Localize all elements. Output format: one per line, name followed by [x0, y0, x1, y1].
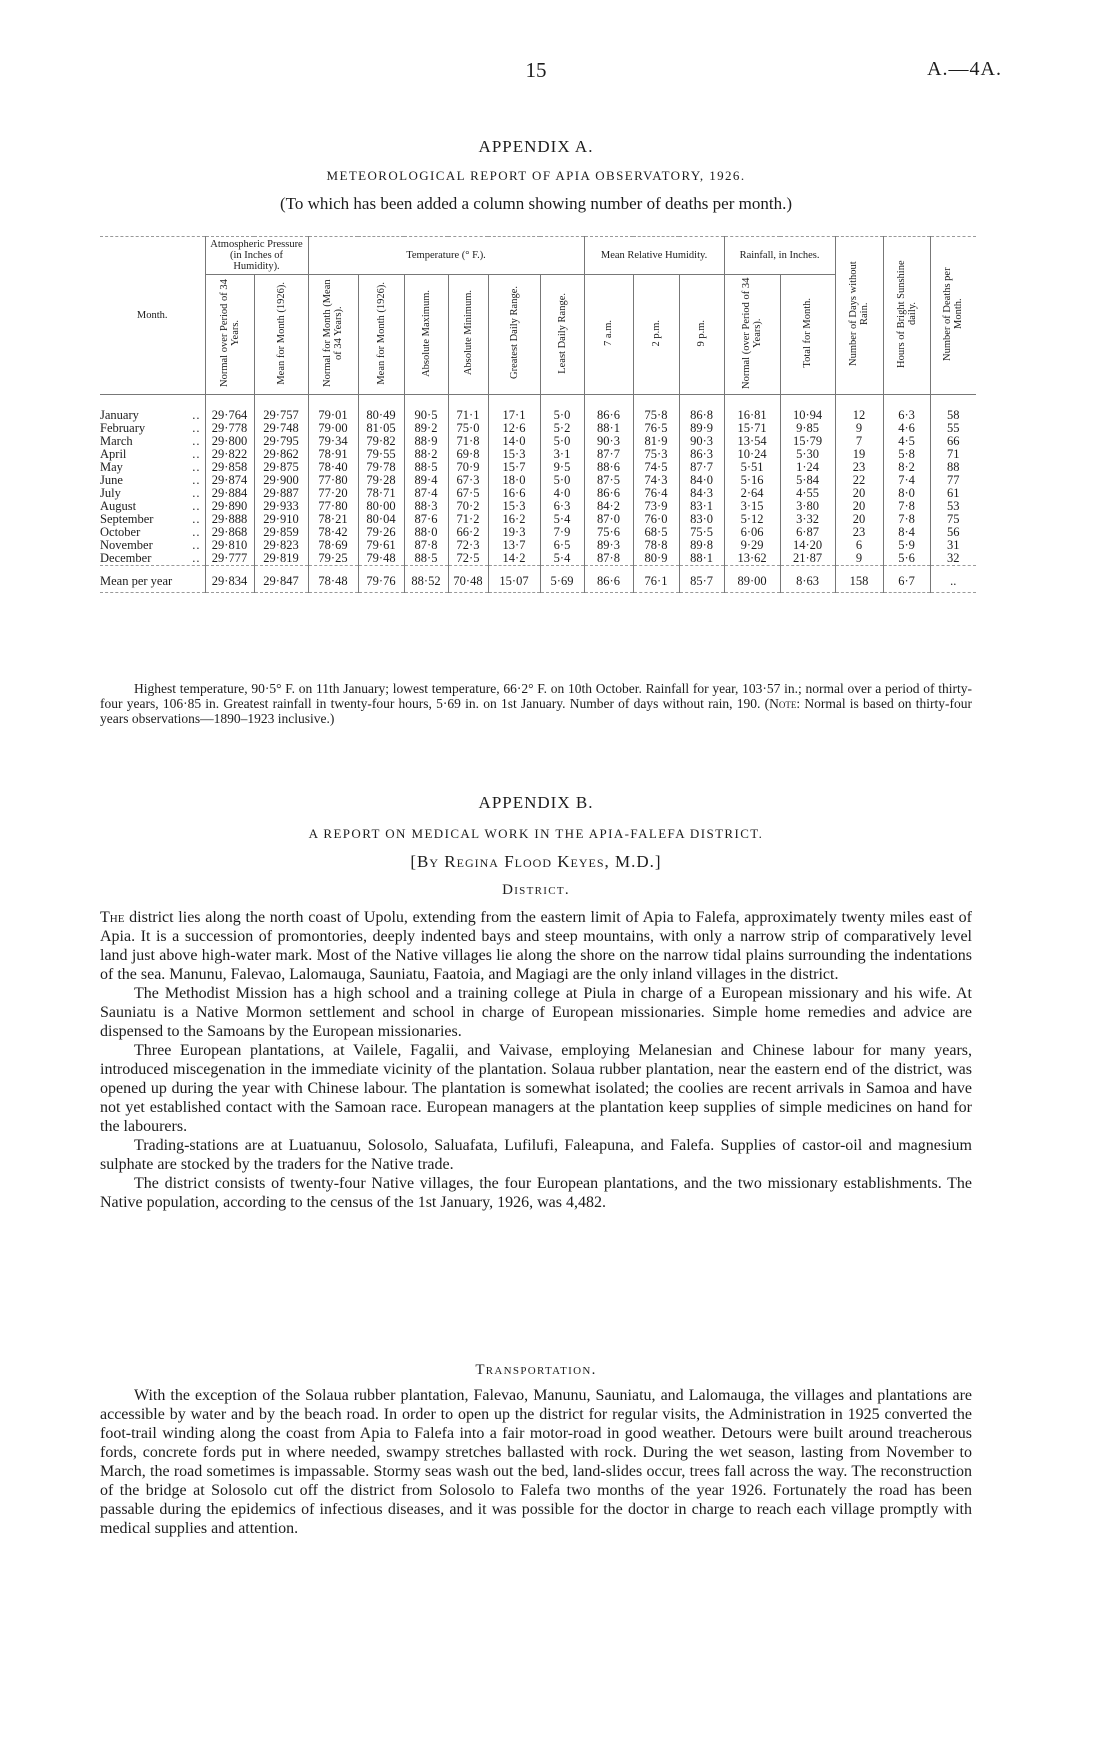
- table-cell: 29·890: [205, 500, 254, 513]
- table-cell: 158: [835, 566, 883, 593]
- month-name: April: [100, 447, 127, 461]
- column-header: Hours of Bright Sunshine daily.: [883, 237, 930, 395]
- table-cell: 56: [930, 526, 976, 539]
- table-cell: 8·0: [883, 487, 930, 500]
- table-cell: 7·8: [883, 513, 930, 526]
- leader-dots: ..: [192, 525, 201, 539]
- table-cell: 29·764: [205, 395, 254, 423]
- table-cell: 80·9: [633, 552, 679, 566]
- month-name: May: [100, 460, 123, 474]
- table-cell: 71·1: [448, 395, 488, 423]
- table-cell: 5·51: [724, 461, 780, 474]
- table-cell: 68·5: [633, 526, 679, 539]
- table-cell: 29·887: [254, 487, 308, 500]
- table-cell: 67·5: [448, 487, 488, 500]
- table-cell: 84·3: [679, 487, 724, 500]
- transportation-section-body: [100, 1386, 972, 1538]
- table-cell: 87·6: [404, 513, 448, 526]
- table-cell: 78·8: [633, 539, 679, 552]
- table-cell: 23: [835, 526, 883, 539]
- table-cell: 5·12: [724, 513, 780, 526]
- table-cell: 58: [930, 395, 976, 423]
- table-cell: 2·64: [724, 487, 780, 500]
- table-cell: 29·910: [254, 513, 308, 526]
- table-cell: 88·1: [584, 422, 633, 435]
- table-cell: 5·4: [540, 552, 584, 566]
- leader-dots: ..: [192, 460, 201, 474]
- table-cell: 88·2: [404, 448, 448, 461]
- table-cell: 74·5: [633, 461, 679, 474]
- humidity-group-header: Mean Relative Humidity.: [584, 237, 724, 275]
- column-header: 7 a.m.: [584, 275, 633, 395]
- table-cell: 79·55: [358, 448, 404, 461]
- table-cell: 75: [930, 513, 976, 526]
- table-cell: 73·9: [633, 500, 679, 513]
- month-column-header: Month.: [100, 237, 205, 395]
- table-cell: 8·2: [883, 461, 930, 474]
- table-cell: 6·3: [540, 500, 584, 513]
- table-cell: 29·859: [254, 526, 308, 539]
- table-cell: 72·3: [448, 539, 488, 552]
- table-cell: 5·69: [540, 566, 584, 593]
- column-header: 2 p.m.: [633, 275, 679, 395]
- leader-dots: ..: [192, 473, 201, 487]
- table-cell: 78·48: [308, 566, 358, 593]
- appendix-a-title: APPENDIX A.: [478, 137, 594, 156]
- table-cell: 79·48: [358, 552, 404, 566]
- paragraph: The district consists of twenty-four Native villages, the four European plantations, and the two missionary establishments. The Native population, according to the census of the 1st January, 1926, was 4,482.: [100, 1175, 972, 1211]
- table-cell: 29·823: [254, 539, 308, 552]
- table-cell: 7: [835, 435, 883, 448]
- table-cell: 29·884: [205, 487, 254, 500]
- table-cell: 19: [835, 448, 883, 461]
- table-cell: 78·40: [308, 461, 358, 474]
- table-cell: 10·24: [724, 448, 780, 461]
- table-cell: 3·32: [780, 513, 835, 526]
- table-cell: 7·9: [540, 526, 584, 539]
- column-header: Mean for Month (1926).: [254, 275, 308, 395]
- table-cell: 20: [835, 487, 883, 500]
- table-cell: 29·757: [254, 395, 308, 423]
- table-cell: 71·8: [448, 435, 488, 448]
- table-cell: 53: [930, 500, 976, 513]
- table-cell: 4·55: [780, 487, 835, 500]
- table-cell: 66·2: [448, 526, 488, 539]
- district-section-body: [100, 908, 972, 1212]
- table-cell: 87·4: [404, 487, 448, 500]
- table-cell: 70·48: [448, 566, 488, 593]
- month-name: March: [100, 434, 133, 448]
- table-cell: 29·900: [254, 474, 308, 487]
- table-cell: 5·8: [883, 448, 930, 461]
- table-cell: 8·4: [883, 526, 930, 539]
- table-cell: 84·0: [679, 474, 724, 487]
- column-header: Number of Deaths per Month.: [930, 237, 976, 395]
- table-cell: 79·01: [308, 395, 358, 423]
- table-cell: 5·16: [724, 474, 780, 487]
- section-heading-district: District.: [502, 882, 570, 898]
- month-name: June: [100, 473, 123, 487]
- table-cell: 76·0: [633, 513, 679, 526]
- table-cell: 29·862: [254, 448, 308, 461]
- table-cell: 5·30: [780, 448, 835, 461]
- section-heading-transportation: Transportation.: [475, 1362, 597, 1378]
- table-cell: 71·2: [448, 513, 488, 526]
- table-cell: 69·8: [448, 448, 488, 461]
- table-cell: 90·3: [679, 435, 724, 448]
- table-body: [100, 395, 976, 566]
- table-cell: 17·1: [488, 395, 540, 423]
- table-cell: 77: [930, 474, 976, 487]
- table-cell: 81·05: [358, 422, 404, 435]
- table-cell: 1·24: [780, 461, 835, 474]
- table-cell: 6·5: [540, 539, 584, 552]
- table-cell: 6·06: [724, 526, 780, 539]
- table-cell: 89·4: [404, 474, 448, 487]
- table-cell: 89·8: [679, 539, 724, 552]
- table-cell: 32: [930, 552, 976, 566]
- table-cell: 76·4: [633, 487, 679, 500]
- paragraph: The district lies along the north coast of Upolu, extending from the eastern limit of Apia to Falefa, approximately twenty miles east of Apia. It is a succession of promontories, deeply indented bays and steep mountains, with only a narrow strip of comparatively level land just above high-water mark. Most of the Native villages lie along the shore on the narrow tidal plains surrounding the indentations of the sea. Manunu, Falevao, Lalomauga, Sauniatu, Faatoia, and Magiagi are the only inland villages in the district.: [100, 909, 973, 983]
- table-cell: 4·5: [883, 435, 930, 448]
- month-name: August: [100, 499, 137, 513]
- table-cell: 85·7: [679, 566, 724, 593]
- table-cell: 87·0: [584, 513, 633, 526]
- table-cell: 29·874: [205, 474, 254, 487]
- table-cell: 81·9: [633, 435, 679, 448]
- month-cell: [100, 552, 205, 566]
- table-cell: 78·69: [308, 539, 358, 552]
- table-cell: 88·6: [584, 461, 633, 474]
- table-cell: 78·91: [308, 448, 358, 461]
- table-cell: 87·7: [584, 448, 633, 461]
- table-cell: 78·71: [358, 487, 404, 500]
- pressure-group-header: Atmospheric Pressure (in Inches of Humidity).: [205, 237, 308, 275]
- table-cell: 75·8: [633, 395, 679, 423]
- table-cell: 6·7: [883, 566, 930, 593]
- table-cell: 78·42: [308, 526, 358, 539]
- column-header: Absolute Minimum.: [448, 275, 488, 395]
- table-cell: 76·1: [633, 566, 679, 593]
- table-cell: 29·819: [254, 552, 308, 566]
- table-cell: 88·0: [404, 526, 448, 539]
- table-cell: 29·933: [254, 500, 308, 513]
- table-cell: 16·2: [488, 513, 540, 526]
- table-cell: 29·858: [205, 461, 254, 474]
- leader-dots: ..: [192, 408, 201, 422]
- table-cell: 19·3: [488, 526, 540, 539]
- table-cell: 79·26: [358, 526, 404, 539]
- table-cell: 14·0: [488, 435, 540, 448]
- table-cell: 29·778: [205, 422, 254, 435]
- table-cell: 7·4: [883, 474, 930, 487]
- table-cell: 13·7: [488, 539, 540, 552]
- footnote-note-word: Note: [769, 696, 797, 711]
- table-cell: 15·07: [488, 566, 540, 593]
- table-cell: 88·9: [404, 435, 448, 448]
- table-cell: 5·9: [883, 539, 930, 552]
- paragraph: With the exception of the Solaua rubber plantation, Falevao, Manunu, Sauniatu, and Lalomauga, the villages and plantations are accessible by water and by the beach road. In order to open up the district for regular visits, the Administration in 1925 converted the foot-trail winding along the coast from Apia to Falefa into a fair motor-road in good weather. Detours were built around treacherous fords, concrete fords put in where needed, swampy stretches ballasted with rock. During the wet season, lasting from November to March, the road sometimes is impassable. Stormy seas wash out the bed, land-slides occur, trees fall across the way. The reconstruction of the bridge at Solosolo cut off the district from Solosolo to Falefa two months of the year 1926. Fortunately the road has been passable during the epidemics of infectious diseases, and it was possible for the doctor in charge to reach each village promptly with medical supplies and attention.: [100, 1387, 972, 1537]
- month-name: January: [100, 408, 139, 422]
- table-cell: 21·87: [780, 552, 835, 566]
- table-cell: 75·3: [633, 448, 679, 461]
- month-name: October: [100, 525, 141, 539]
- table-cell: 16·6: [488, 487, 540, 500]
- table-cell: 3·1: [540, 448, 584, 461]
- table-cell: 14·2: [488, 552, 540, 566]
- table-cell: 77·80: [308, 474, 358, 487]
- column-header: Normal over Period of 34 Years.: [205, 275, 254, 395]
- table-cell: 18·0: [488, 474, 540, 487]
- table-cell: 86·6: [584, 395, 633, 423]
- mean-row-label: Mean per year: [100, 566, 205, 593]
- table-cell: 89·9: [679, 422, 724, 435]
- table-cell: 74·3: [633, 474, 679, 487]
- table-cell: 70·2: [448, 500, 488, 513]
- table-cell: 86·6: [584, 566, 633, 593]
- table-cell: 29·888: [205, 513, 254, 526]
- table-cell: 8·63: [780, 566, 835, 593]
- table-cell: 89·3: [584, 539, 633, 552]
- table-cell: 88·5: [404, 552, 448, 566]
- table-cell: 88·3: [404, 500, 448, 513]
- leader-dots: ..: [192, 486, 201, 500]
- document-reference: A.—4A.: [927, 58, 1002, 80]
- appendix-b-subtitle: A REPORT ON MEDICAL WORK IN THE APIA-FALEFA DISTRICT.: [308, 826, 764, 841]
- table-cell: 13·62: [724, 552, 780, 566]
- paragraph: The Methodist Mission has a high school and a training college at Piula in charge of a European missionary and his wife. At Sauniatu is a Native Mormon settlement and school in charge of European missionaries. Simple home remedies and advice are dispensed to the Samoans by the European missionaries.: [100, 985, 972, 1040]
- table-cell: 29·847: [254, 566, 308, 593]
- table-cell: 71: [930, 448, 976, 461]
- table-cell: 86·6: [584, 487, 633, 500]
- table-cell: 72·5: [448, 552, 488, 566]
- month-name: December: [100, 551, 152, 565]
- appendix-b-author: [By Regina Flood Keyes, M.D.]: [410, 852, 662, 871]
- table-cell: 29·810: [205, 539, 254, 552]
- table-cell: 15·79: [780, 435, 835, 448]
- table-cell: 80·04: [358, 513, 404, 526]
- table-cell: 86·8: [679, 395, 724, 423]
- leader-dots: ..: [192, 421, 201, 435]
- table-cell: 5·0: [540, 395, 584, 423]
- leader-dots: ..: [192, 447, 201, 461]
- table-cell: 12·6: [488, 422, 540, 435]
- appendix-a-note: (To which has been added a column showing number of deaths per month.): [280, 194, 792, 213]
- appendix-a-subtitle: METEOROLOGICAL REPORT OF APIA OBSERVATORY, 1926.: [326, 168, 746, 183]
- table-cell: 15·3: [488, 448, 540, 461]
- leader-dots: ..: [192, 512, 201, 526]
- month-name: September: [100, 512, 154, 526]
- table-cell: 90·3: [584, 435, 633, 448]
- column-header: Mean for Month (1926).: [358, 275, 404, 395]
- table-cell: 12: [835, 395, 883, 423]
- drop-word: The: [100, 909, 125, 926]
- table-cell: 23: [835, 461, 883, 474]
- month-cell: [100, 395, 205, 423]
- table-cell: 29·748: [254, 422, 308, 435]
- table-cell: 79·25: [308, 552, 358, 566]
- column-header: Number of Days without Rain.: [835, 237, 883, 395]
- table-cell: 29·822: [205, 448, 254, 461]
- table-cell: 55: [930, 422, 976, 435]
- table-cell: 13·54: [724, 435, 780, 448]
- table-cell: 9·29: [724, 539, 780, 552]
- meteorological-table: [100, 236, 976, 593]
- column-header: Total for Month.: [780, 275, 835, 395]
- table-cell: 10·94: [780, 395, 835, 423]
- table-cell: 83·1: [679, 500, 724, 513]
- table-cell: 4·0: [540, 487, 584, 500]
- table-cell: 6·87: [780, 526, 835, 539]
- table-cell: 5·0: [540, 474, 584, 487]
- table-cell: 14·20: [780, 539, 835, 552]
- table-cell: 88·52: [404, 566, 448, 593]
- page-number: 15: [525, 58, 547, 82]
- table-cell: 80·00: [358, 500, 404, 513]
- table-cell: 31: [930, 539, 976, 552]
- column-header: Normal for Month (Mean of 34 Years).: [308, 275, 358, 395]
- table-cell: 83·0: [679, 513, 724, 526]
- table-cell: 87·8: [584, 552, 633, 566]
- table-cell: 88: [930, 461, 976, 474]
- leader-dots: ..: [192, 499, 201, 513]
- table-cell: 29·800: [205, 435, 254, 448]
- table-cell: 6: [835, 539, 883, 552]
- table-cell: 3·15: [724, 500, 780, 513]
- table-row: [100, 395, 976, 423]
- paragraph: Three European plantations, at Vailele, Fagalii, and Vaivase, employing Melanesian and Chinese labour for many years, introduced miscegenation in the immediate vicinity of the plantation. Solaua rubber plantation, near the eastern end of the district, was opened up during the year with Chinese labour. The plantation is somewhat isolated; the coolies are recent arrivals in Samoa and have not yet established contact with the Samoan race. European managers at the plantation keep supplies of simple medicines on hand for the labourers.: [100, 1042, 972, 1135]
- month-name: February: [100, 421, 146, 435]
- column-header: Absolute Maximum.: [404, 275, 448, 395]
- table-cell: 79·76: [358, 566, 404, 593]
- table-cell: 89·2: [404, 422, 448, 435]
- table-cell: ..: [930, 566, 976, 593]
- column-header: Greatest Daily Range.: [488, 275, 540, 395]
- table-cell: 70·9: [448, 461, 488, 474]
- footnote-text: Highest temperature, 90·5° F. on 11th January; lowest temperature, 66·2° F. on 10th October. Rainfall for year, 103·57 in.; normal over a period of thirty-four years, 106·85 in. Greatest rainfall in twenty-four hours, 5·69 in. on 1st January. Number of days without rain, 190. (: [100, 681, 972, 711]
- table-cell: 87·7: [679, 461, 724, 474]
- table-cell: 90·5: [404, 395, 448, 423]
- table-cell: 4·6: [883, 422, 930, 435]
- table-cell: 79·82: [358, 435, 404, 448]
- footnote-text-end: : Normal is based on thirty-four years observations—1890–1923 inclusive.): [100, 696, 972, 726]
- table-cell: 5·0: [540, 435, 584, 448]
- table-cell: 80·49: [358, 395, 404, 423]
- table-cell: 79·34: [308, 435, 358, 448]
- table-cell: 86·3: [679, 448, 724, 461]
- table-cell: 6·3: [883, 395, 930, 423]
- table-cell: 79·61: [358, 539, 404, 552]
- table-cell: 84·2: [584, 500, 633, 513]
- table-group-header-row: [100, 237, 976, 275]
- table-cell: 87·8: [404, 539, 448, 552]
- table-cell: 5·84: [780, 474, 835, 487]
- table-cell: 22: [835, 474, 883, 487]
- table-cell: 61: [930, 487, 976, 500]
- table-cell: 75·5: [679, 526, 724, 539]
- table-cell: 29·777: [205, 552, 254, 566]
- table-cell: 76·5: [633, 422, 679, 435]
- table-cell: 29·795: [254, 435, 308, 448]
- table-cell: 29·834: [205, 566, 254, 593]
- table-cell: 79·28: [358, 474, 404, 487]
- column-header: 9 p.m.: [679, 275, 724, 395]
- appendix-b-title: APPENDIX B.: [478, 793, 594, 812]
- column-header: Least Daily Range.: [540, 275, 584, 395]
- paragraph: Trading-stations are at Luatuanuu, Solosolo, Saluafata, Lufilufi, Faleapuna, and Falefa. Supplies of castor-oil and magnesium sulphate are stocked by the traders for the Native trade.: [100, 1137, 972, 1173]
- table-cell: 79·78: [358, 461, 404, 474]
- table-row: [100, 552, 976, 566]
- table-footnote: [100, 681, 972, 726]
- leader-dots: ..: [192, 538, 201, 552]
- table-cell: 9·5: [540, 461, 584, 474]
- table-cell: 29·875: [254, 461, 308, 474]
- table-cell: 87·5: [584, 474, 633, 487]
- table-cell: 88·1: [679, 552, 724, 566]
- table-cell: 20: [835, 513, 883, 526]
- temperature-group-header: Temperature (° F.).: [308, 237, 584, 275]
- table-cell: 75·6: [584, 526, 633, 539]
- leader-dots: ..: [192, 434, 201, 448]
- table-cell: 78·21: [308, 513, 358, 526]
- table-cell: 15·7: [488, 461, 540, 474]
- table-cell: 3·80: [780, 500, 835, 513]
- table-cell: 15·3: [488, 500, 540, 513]
- table-cell: 66: [930, 435, 976, 448]
- table-cell: 7·8: [883, 500, 930, 513]
- table-cell: 79·00: [308, 422, 358, 435]
- table-cell: 16·81: [724, 395, 780, 423]
- month-name: July: [100, 486, 121, 500]
- table-cell: 5·4: [540, 513, 584, 526]
- table-cell: 9·85: [780, 422, 835, 435]
- table-cell: 89·00: [724, 566, 780, 593]
- table-cell: 88·5: [404, 461, 448, 474]
- table-cell: 29·868: [205, 526, 254, 539]
- mean-per-year-row: [100, 566, 976, 593]
- table-cell: 20: [835, 500, 883, 513]
- table-cell: 9: [835, 422, 883, 435]
- table-cell: 5·6: [883, 552, 930, 566]
- table-cell: 77·20: [308, 487, 358, 500]
- month-name: November: [100, 538, 153, 552]
- table-cell: 5·2: [540, 422, 584, 435]
- column-header: Normal (over Period of 34 Years).: [724, 275, 780, 395]
- table-cell: 15·71: [724, 422, 780, 435]
- table-cell: 67·3: [448, 474, 488, 487]
- rainfall-group-header: Rainfall, in Inches.: [724, 237, 835, 275]
- table-cell: 77·80: [308, 500, 358, 513]
- table-cell: 75·0: [448, 422, 488, 435]
- leader-dots: ..: [192, 551, 201, 565]
- table-cell: 9: [835, 552, 883, 566]
